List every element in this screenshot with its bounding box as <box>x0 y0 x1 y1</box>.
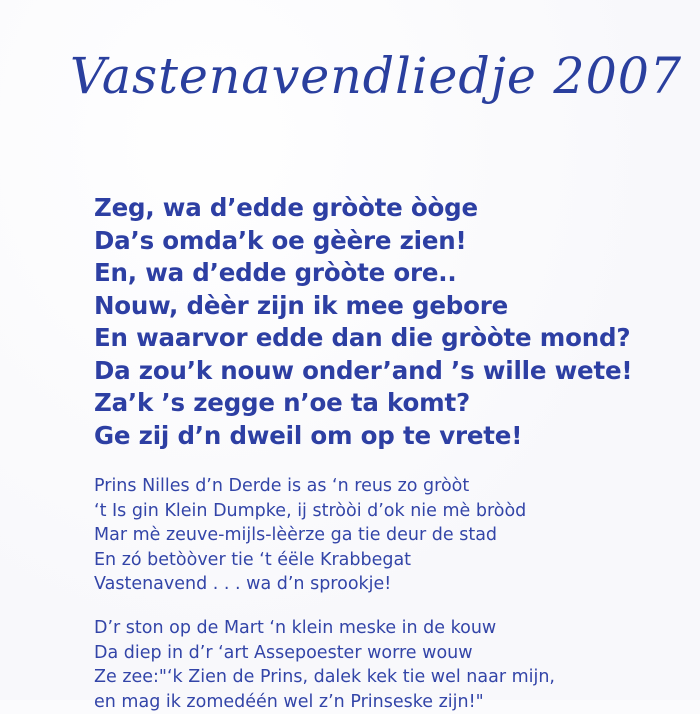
verse-line: ‘t Is gin Klein Dumpke, ij stròòi d’ok nie mè bròòd <box>94 499 526 524</box>
verse-line: Vastenavend . . . wa d’n sprookje! <box>94 572 526 597</box>
verse-line: Prins Nilles d’n Derde is as ‘n reus zo gròòt <box>94 474 526 499</box>
verse-line: Ze zee:"‘k Zien de Prins, dalek kek tie wel naar mijn, <box>94 665 555 690</box>
verse-line: Mar mè zeuve-mijls-lèèrze ga tie deur de stad <box>94 523 526 548</box>
chorus-line: Ge zij d’n dweil om op te vrete! <box>94 420 632 453</box>
chorus-line: En waarvor edde dan die gròòte mond? <box>94 322 632 355</box>
chorus-line: Nouw, dèèr zijn ik mee gebore <box>94 290 632 323</box>
chorus-line: En, wa d’edde gròòte ore.. <box>94 257 632 290</box>
verse-line: Da diep in d’r ‘art Assepoester worre wouw <box>94 641 555 666</box>
chorus-line: Da’s omda’k oe gèère zien! <box>94 225 632 258</box>
chorus-line: Da zou’k nouw onder’and ’s wille wete! <box>94 355 632 388</box>
verse-line: en mag ik zomedéén wel z’n Prinseske zijn!" <box>94 690 555 714</box>
page-title: Vastenavendliedje 2007 <box>70 36 658 116</box>
chorus-line: Zeg, wa d’edde gròòte òòge <box>94 192 632 225</box>
verse-line: En zó betòòver tie ‘t éële Krabbegat <box>94 548 526 573</box>
verse-line: D’r ston op de Mart ‘n klein meske in de kouw <box>94 616 555 641</box>
chorus-line: Za’k ’s zegge n’oe ta komt? <box>94 387 632 420</box>
verse-1-block <box>94 474 526 597</box>
verse-2-block <box>94 616 555 714</box>
chorus-block <box>94 192 632 452</box>
